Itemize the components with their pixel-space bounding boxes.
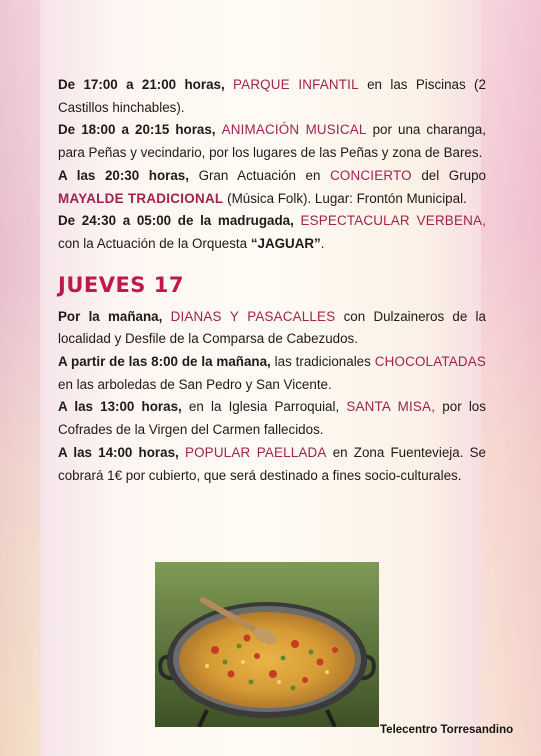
event-title: CONCIERTO (330, 167, 412, 183)
event-time: De 18:00 a 20:15 horas, (58, 122, 216, 138)
event-time: A las 13:00 horas, (58, 399, 182, 415)
event-santa-misa (58, 396, 486, 441)
decorative-left-border (0, 0, 40, 756)
event-time: Por la mañana, (58, 308, 163, 324)
event-title: DIANAS Y PASACALLES (170, 308, 336, 324)
orchestra-name: “JAGUAR” (250, 235, 321, 251)
event-title: ANIMACIÓN MUSICAL (221, 122, 367, 138)
event-description: (Música Folk). Lugar: Frontón Municipal. (227, 190, 467, 206)
event-title: POPULAR PAELLADA (184, 444, 327, 460)
event-title: PARQUE INFANTIL (233, 77, 359, 92)
event-parque-infantil (58, 74, 486, 119)
event-time: A las 20:30 horas, (58, 167, 189, 183)
event-description: por una charanga, para Peñas y vecindario, por los lugares de las Peñas y zona de Bares. (58, 122, 486, 161)
event-chocolatadas (58, 351, 486, 396)
event-description: por los Cofrades de la Virgen del Carmen fallecidos. (58, 399, 486, 438)
event-time: A las 14:00 horas, (58, 444, 179, 460)
day-heading: JUEVES 17 (58, 272, 184, 297)
event-dianas (58, 306, 486, 351)
event-description: en Zona Fuentevieja. Se cobrará 1€ por cubierto, que será destinado a fines socio-culturales. (58, 444, 486, 483)
paella-pan-illustration (155, 562, 379, 727)
program-content (58, 74, 486, 487)
event-description-pre: Gran Actuación en (198, 167, 321, 183)
event-paellada (58, 442, 486, 487)
event-title: ESPECTACULAR VERBENA, (300, 213, 486, 229)
event-title: SANTA MISA, (346, 399, 436, 415)
event-verbena (58, 210, 486, 255)
event-description: en las arboledas de San Pedro y San Vicente. (58, 376, 332, 392)
decorative-right-border (481, 0, 541, 756)
event-animacion-musical (58, 119, 486, 164)
event-description: con la Actuación de la Orquesta (58, 235, 248, 251)
credit-caption: Telecentro Torresandino (380, 724, 514, 736)
event-title: CHOCOLATADAS (374, 354, 486, 370)
event-time: De 24:30 a 05:00 de la madrugada, (58, 213, 294, 229)
paella-photo (155, 562, 379, 727)
sentence-end: . (320, 235, 325, 251)
event-description-mid: del Grupo (421, 167, 486, 183)
event-description-pre: en la Iglesia Parroquial, (188, 399, 340, 415)
event-description: en las Piscinas (2 Castillos hinchables). (58, 77, 486, 115)
event-description-pre: las tradicionales (274, 354, 371, 370)
event-time: A partir de las 8:00 de la mañana, (58, 354, 271, 370)
event-time: De 17:00 a 21:00 horas, (58, 77, 225, 92)
event-description: con Dulzaineros de la localidad y Desfile de la Comparsa de Cabezudos. (58, 308, 486, 347)
group-name: MAYALDE TRADICIONAL (58, 190, 224, 206)
event-concierto (58, 165, 486, 210)
